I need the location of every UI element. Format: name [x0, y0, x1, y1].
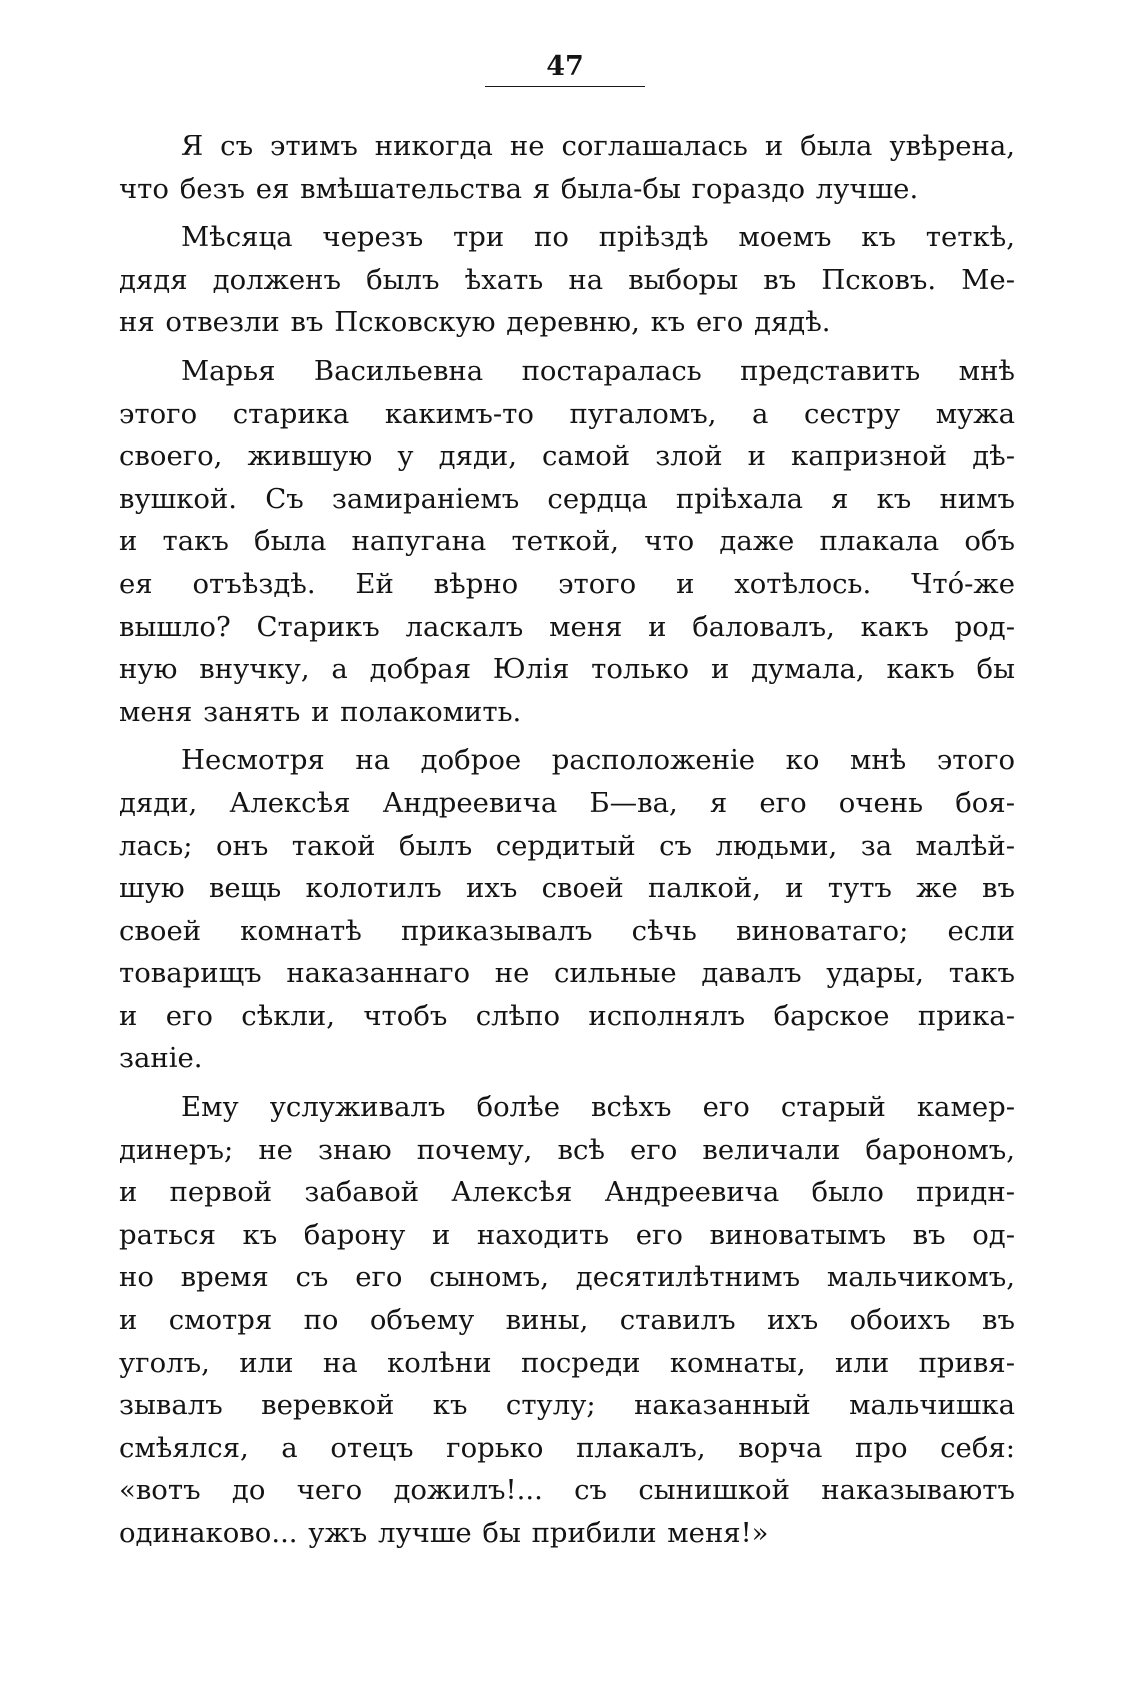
text-line: Ему услуживалъ болѣе всѣхъ его старый камер- [181, 1091, 1015, 1124]
text-line: и первой забавой Алексѣя Андреевича было придн- [119, 1176, 1015, 1209]
text-line: ня отвезли въ Псковскую деревню, къ его дядѣ. [119, 306, 831, 339]
text-line: Мѣсяца черезъ три по пріѣздѣ моемъ къ теткѣ, [181, 221, 1015, 254]
text-line: что безъ ея вмѣшательства я была-бы гораздо лучше. [119, 172, 919, 205]
text-line: «вотъ до чего дожилъ!... съ сынишкой наказываютъ [119, 1474, 1015, 1507]
text-line: своей комнатѣ приказывалъ сѣчь виноватаго; если [119, 914, 1015, 947]
text-line: зывалъ веревкой къ стулу; наказанный мальчишка [119, 1389, 1015, 1422]
text-line: но время съ его сыномъ, десятилѣтнимъ мальчикомъ, [119, 1261, 1015, 1294]
text-line: вышло? Старикъ ласкалъ меня и баловалъ, какъ род- [119, 610, 1015, 643]
text-line: Марья Васильевна постаралась представить мнѣ [181, 354, 1015, 387]
text-line: ную внучку, а добрая Юлія только и думала, какъ бы [119, 653, 1015, 686]
text-line: заніе. [119, 1042, 203, 1075]
text-line: шую вещь колотилъ ихъ своей палкой, и тутъ же въ [119, 872, 1015, 905]
text-line: лась; онъ такой былъ сердитый съ людьми, за малѣй- [119, 829, 1015, 862]
text-line: и такъ была напугана теткой, что даже плакала объ [119, 525, 1015, 558]
text-line: и его сѣкли, чтобъ слѣпо исполнялъ барское прика- [119, 999, 1015, 1032]
text-line: товарищъ наказаннаго не сильные давалъ удары, такъ [119, 957, 1015, 990]
text-line: одинаково... ужъ лучше бы прибили меня!» [119, 1517, 769, 1549]
text-line: дядя долженъ былъ ѣхать на выборы въ Псковъ. Ме- [119, 263, 1015, 296]
text-line: уголъ, или на колѣни посреди комнаты, или привя- [119, 1346, 1015, 1379]
text-line: и смотря по объему вины, ставилъ ихъ обоихъ въ [119, 1304, 1015, 1337]
paragraph [119, 1086, 1015, 1555]
text-line: этого старика какимъ-то пугаломъ, а сестру мужа [119, 397, 1015, 430]
text-line: своего, жившую у дяди, самой злой и капризной дѣ- [119, 440, 1015, 473]
text-line: Несмотря на доброе расположеніе ко мнѣ этого [181, 744, 1015, 777]
text-line: ея отъѣздѣ. Ей вѣрно этого и хотѣлось. Что́-же [119, 567, 1015, 600]
text-line: вушкой. Съ замираніемъ сердца пріѣхала я къ нимъ [119, 482, 1015, 515]
page-text [119, 125, 1015, 1555]
paragraph [119, 216, 1015, 344]
text-line: смѣялся, а отецъ горько плакалъ, ворча про себя: [119, 1431, 1015, 1464]
paragraph [119, 125, 1015, 210]
page-number: 47 [485, 50, 645, 87]
paragraph [119, 350, 1015, 733]
text-line: Я съ этимъ никогда не соглашалась и была увѣрена, [181, 130, 1015, 162]
paragraph [119, 739, 1015, 1080]
text-line: динеръ; не знаю почему, всѣ его величали барономъ, [119, 1133, 1015, 1166]
text-line: дяди, Алексѣя Андреевича Б—ва, я его очень боя- [119, 786, 1015, 819]
text-line: раться къ барону и находить его виноватымъ въ од- [119, 1218, 1015, 1251]
text-line: меня занять и полакомить. [119, 695, 522, 728]
